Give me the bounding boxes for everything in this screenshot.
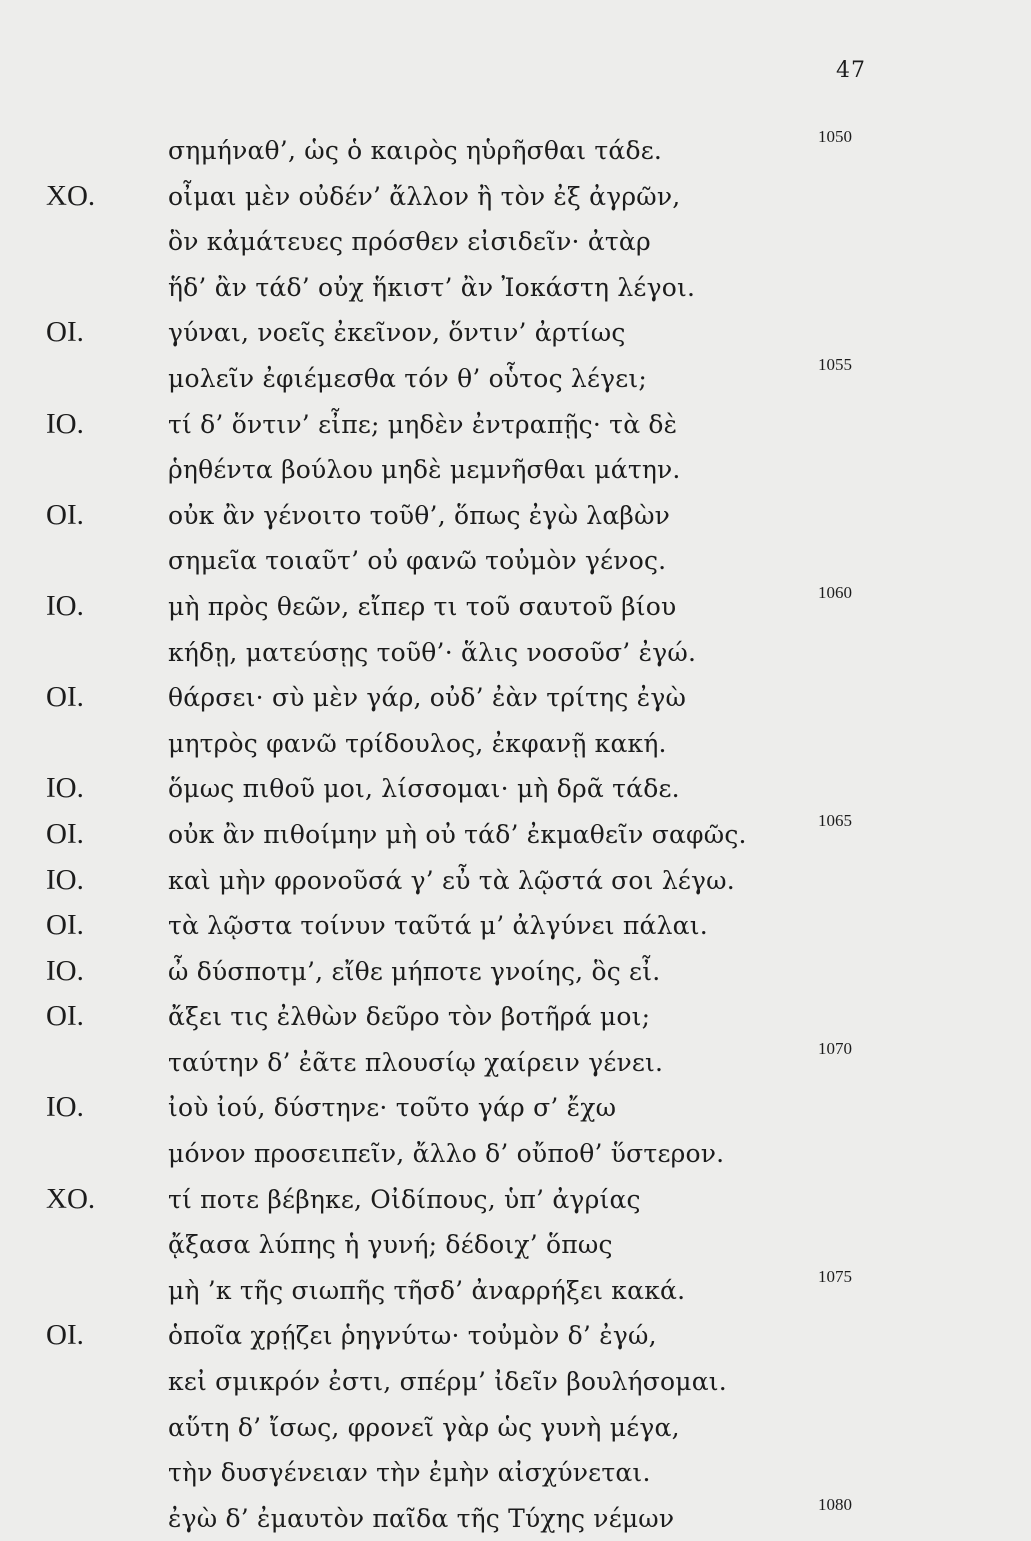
verse-text: οὐκ ἂν γένοιτο τοῦθ’, ὅπως ἐγὼ λαβὼν [168, 500, 671, 530]
verse-line [0, 858, 1031, 904]
verse-line [0, 1085, 1031, 1131]
verse-text: ὃν κἀμάτευες πρόσθεν εἰσιδεῖν· ἀτὰρ [168, 227, 651, 257]
speaker-label: ΙΟ. [46, 407, 84, 440]
speaker-label: ΟΙ. [46, 1000, 84, 1033]
verse-line [0, 584, 1031, 630]
line-number: 1050 [818, 127, 852, 146]
verse-text: τί ποτε βέβηκε, Οἰδίπους, ὑπ’ ἀγρίας [168, 1184, 641, 1214]
verse-text: ἐγὼ δ’ ἐμαυτὸν παῖδα τῆς Τύχης νέμων [168, 1503, 675, 1533]
verse-line [0, 1496, 1031, 1541]
verse-text: τί δ’ ὅντιν’ εἶπε; μηδὲν ἐντραπῇς· τὰ δὲ [168, 409, 678, 439]
verse-line [0, 356, 1031, 402]
verse-line [0, 493, 1031, 539]
line-number: 1060 [818, 582, 852, 602]
verse-text: ὅμως πιθοῦ μοι, λίσσομαι· μὴ δρᾶ τάδε. [168, 774, 680, 804]
verse-text: μόνον προσειπεῖν, ἄλλο δ’ οὔποθ’ ὕστερον. [168, 1139, 725, 1169]
verse-text: ταύτην δ’ ἐᾶτε πλουσίῳ χαίρειν γένει. [168, 1047, 664, 1077]
verse-block [0, 128, 1031, 1541]
verse-text: ῥηθέντα βούλου μηδὲ μεμνῆσθαι μάτην. [168, 455, 681, 485]
line-number: 1065 [818, 810, 852, 830]
verse-text: ἰοὺ ἰού, δύστηνε· τοῦτο γάρ σ’ ἔχω [168, 1093, 617, 1123]
verse-text: ὦ δύσποτμ’, εἴθε μήποτε γνοίης, ὃς εἶ. [168, 956, 661, 986]
verse-text: αὕτη δ’ ἴσως, φρονεῖ γὰρ ὡς γυνὴ μέγα, [168, 1412, 680, 1442]
verse-text: κήδῃ, ματεύσῃς τοῦθ’· ἅλις νοσοῦσ’ ἐγώ. [168, 637, 697, 667]
speaker-label: ΧΟ. [46, 1182, 96, 1215]
verse-text: γύναι, νοεῖς ἐκεῖνον, ὅντιν’ ἀρτίως [168, 318, 626, 348]
verse-line [0, 538, 1031, 584]
speaker-label: ΙΟ. [46, 589, 84, 622]
verse-line [0, 766, 1031, 812]
page-number: 47 [836, 58, 866, 83]
verse-text: σημήναθ’, ὡς ὁ καιρὸς ηὑρῆσθαι τάδε. [168, 136, 663, 165]
verse-line [0, 721, 1031, 767]
speaker-label: ΟΙ. [46, 498, 84, 531]
verse-text: ᾄξασα λύπης ἡ γυνή; δέδοιχ’ ὅπως [168, 1230, 613, 1260]
verse-text: μητρὸς φανῶ τρίδουλος, ἐκφανῇ κακή. [168, 728, 667, 758]
verse-text: ἥδ’ ἂν τάδ’ οὐχ ἥκιστ’ ἂν Ἰοκάστη λέγοι. [168, 272, 696, 302]
verse-text: καὶ μὴν φρονοῦσά γ’ εὖ τὰ λῷστά σοι λέγω. [168, 865, 735, 895]
speaker-label: ΙΟ. [46, 772, 84, 805]
verse-line [0, 903, 1031, 949]
speaker-label: ΙΟ. [46, 954, 84, 987]
verse-text: σημεῖα τοιαῦτ’ οὐ φανῶ τοὐμὸν γένος. [168, 546, 667, 576]
verse-line [0, 1268, 1031, 1314]
verse-text: μὴ πρὸς θεῶν, εἴπερ τι τοῦ σαυτοῦ βίου [168, 591, 677, 621]
verse-line [0, 128, 1031, 174]
speaker-label: ΟΙ. [46, 1319, 84, 1352]
speaker-label: ΙΟ. [46, 863, 84, 896]
verse-line [0, 1313, 1031, 1359]
verse-line [0, 174, 1031, 220]
verse-text: τὴν δυσγένειαν τὴν ἐμὴν αἰσχύνεται. [168, 1458, 651, 1488]
speaker-label: ΟΙ. [46, 817, 84, 850]
verse-line [0, 812, 1031, 858]
verse-line [0, 1040, 1031, 1086]
verse-text: θάρσει· σὺ μὲν γάρ, οὐδ’ ἐὰν τρίτης ἐγὼ [168, 683, 687, 713]
verse-line [0, 310, 1031, 356]
speaker-label: ΟΙ. [46, 316, 84, 349]
verse-text: τὰ λῷστα τοίνυν ταῦτά μ’ ἀλγύνει πάλαι. [168, 911, 708, 941]
verse-line [0, 447, 1031, 493]
speaker-label: ΟΙ. [46, 909, 84, 942]
speaker-label: ΧΟ. [46, 179, 96, 212]
line-number: 1070 [818, 1038, 852, 1058]
line-number: 1075 [818, 1266, 852, 1286]
verse-line [0, 265, 1031, 311]
verse-line [0, 1450, 1031, 1496]
verse-text: οἶμαι μὲν οὐδέν’ ἄλλον ἢ τὸν ἐξ ἀγρῶν, [168, 181, 681, 211]
verse-line [0, 1177, 1031, 1223]
verse-line [0, 630, 1031, 676]
verse-line [0, 1405, 1031, 1451]
line-number: 1055 [818, 354, 852, 374]
verse-line [0, 402, 1031, 448]
verse-line [0, 1359, 1031, 1405]
verse-text: κεἰ σμικρόν ἐστι, σπέρμ’ ἰδεῖν βουλήσομαι. [168, 1367, 727, 1397]
verse-text: μολεῖν ἐφιέμεσθα τόν θ’ οὗτος λέγει; [168, 363, 648, 393]
verse-line [0, 675, 1031, 721]
verse-line [0, 994, 1031, 1040]
speaker-label: ΙΟ. [46, 1091, 84, 1124]
verse-text: οὐκ ἂν πιθοίμην μὴ οὐ τάδ’ ἐκμαθεῖν σαφῶς. [168, 819, 747, 849]
verse-line [0, 949, 1031, 995]
line-number: 1080 [818, 1494, 852, 1514]
verse-text: ἄξει τις ἐλθὼν δεῦρο τὸν βοτῆρά μοι; [168, 1002, 651, 1032]
speaker-label: ΟΙ. [46, 681, 84, 714]
verse-line [0, 1222, 1031, 1268]
verse-line [0, 1131, 1031, 1177]
verse-text: μὴ ’κ τῆς σιωπῆς τῆσδ’ ἀναρρήξει κακά. [168, 1275, 686, 1305]
verse-text: ὁποῖα χρῄζει ῥηγνύτω· τοὐμὸν δ’ ἐγώ, [168, 1321, 657, 1351]
verse-line [0, 219, 1031, 265]
